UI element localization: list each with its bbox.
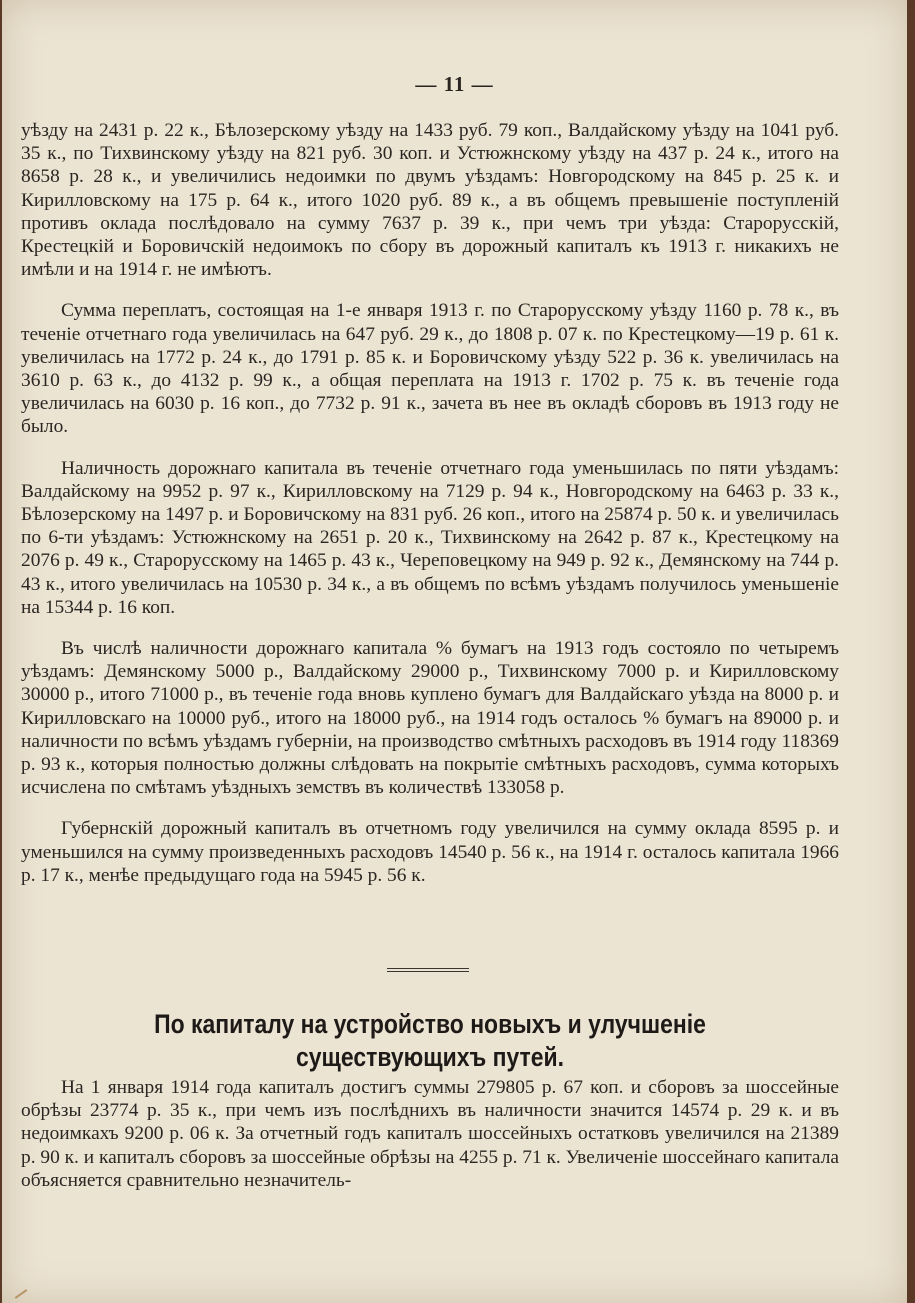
paragraph-road-capital: Наличность дорожнаго капитала въ теченіе отчетнаго года уменьшилась по пяти уѣздамъ: Валдайскому на 9952 р. 97 к., Кирилловскому на 7129 р. 94 к., Новгородскому на 6463 р. 33 к., Бѣлозерскому на 1497 р. и Боровичскому на 831 руб. 26 коп., итого на 25874 р. 50 к. и увеличилась по 6-ти уѣздамъ: Устюжнскому на 2651 р. 20 к., Тихвинскому на 2642 р. 87 к., Крестецкому на 2076 р. 49 к., Старорусскому на 1465 р. 43 к., Череповецкому на 949 р. 92 к., Демянскому на 744 р. 43 к., итого увеличилась на 10530 р. 34 к., а въ общемъ по всѣмъ уѣздамъ получилось уменьшеніе на 15344 р. 16 коп. bbox=[21, 457, 839, 618]
paragraph-overpayments: Сумма переплатъ, состоящая на 1-е января 1913 г. по Старорусскому уѣзду 1160 р. 78 к., въ теченіе отчетнаго года увеличилась на 647 руб. 29 к., до 1808 р. 07 к. по Крестецкому—19 р. 61 к. увеличилась на 1772 р. 24 к., до 1791 р. 85 к. и Боровичскому уѣзду 522 р. 36 к. увеличилась на 3610 р. 63 к., до 4132 р. 99 к., а общая переплата на 1913 г. 1702 р. 75 к. въ теченіе года увеличилась на 6030 р. 16 коп., до 7732 р. 91 к., зачета въ нее въ окладѣ сборовъ въ 1913 году не было. bbox=[21, 300, 839, 438]
page-stain bbox=[15, 1289, 28, 1299]
body-text-top bbox=[21, 119, 839, 905]
section-divider bbox=[387, 968, 469, 972]
paragraph-securities: Въ числѣ наличности дорожнаго капитала % бумагъ на 1913 годъ состояло по четыремъ уѣздамъ: Демянскому 5000 р., Валдайскому 29000 р., Тихвинскому 7000 р. и Кирилловскому 30000 р., итого 71000 р., въ теченіе года вновь куплено бумагъ для Валдайскаго уѣзда на 8000 р. и Кирилловскаго на 10000 руб., итого на 18000 руб., на 1914 годъ осталось % бумагъ на 89000 р. и наличности по всѣмъ уѣздамъ губерніи, на производство смѣтныхъ расходовъ въ 1914 году 118369 р. 93 к., которыя полностью должны слѣдовать на покрытіе смѣтныхъ расходовъ, сумма которыхъ исчислена по смѣтамъ уѣздныхъ земствъ въ количествѣ 133058 р. bbox=[21, 638, 839, 799]
paragraph-new-roads-capital: На 1 января 1914 года капиталъ достигъ суммы 279805 р. 67 коп. и сборовъ за шоссейные обрѣзы 23774 р. 35 к., при чемъ изъ послѣднихъ въ наличности значится 14574 р. 29 к. и въ недоимкахъ 9200 р. 06 к. За отчетный годъ капиталъ шоссейныхъ остатковъ увеличился на 21389 р. 90 к. и капиталъ сборовъ за шоссейные обрѣзы на 4255 р. 71 к. Увеличеніе шоссейнаго капитала объясняется сравнительно незначитель- bbox=[21, 1077, 839, 1191]
section-heading: По капиталу на устройство новыхъ и улучшеніе существующихъ путей. bbox=[154, 1009, 706, 1072]
document-page bbox=[2, 0, 907, 1303]
paragraph-provincial-capital: Губернскій дорожный капиталъ въ отчетномъ году увеличился на сумму оклада 8595 р. и уменьшился на сумму произведенныхъ расходовъ 14540 р. 56 к., на 1914 г. осталось капитала 1966 р. 17 к., менѣе предыдущаго года на 5945 р. 56 к. bbox=[21, 818, 839, 886]
paragraph-continuation: уѣзду на 2431 р. 22 к., Бѣлозерскому уѣзду на 1433 руб. 79 коп., Валдайскому уѣзду на 1041 руб. 35 к., по Тихвинскому уѣзду на 821 руб. 30 коп. и Устюжнскому уѣзду на 437 р. 24 к., итого на 8658 р. 28 к., и увеличились недоимки по двумъ уѣздамъ: Новгородскому на 845 р. 25 к. и Кирилловскому на 175 р. 64 к., итого 1020 руб. 89 к., а въ общемъ превышеніе поступленій противъ оклада послѣдовало на сумму 7637 р. 39 к., при чемъ три уѣзда: Старорусскій, Крестецкій и Боровичскій недоимокъ по сбору въ дорожный капиталъ къ 1913 г. никакихъ не имѣли и на 1914 г. не имѣютъ. bbox=[21, 120, 839, 281]
page-number: — 11 — bbox=[415, 72, 494, 96]
body-text-bottom bbox=[21, 1076, 839, 1210]
